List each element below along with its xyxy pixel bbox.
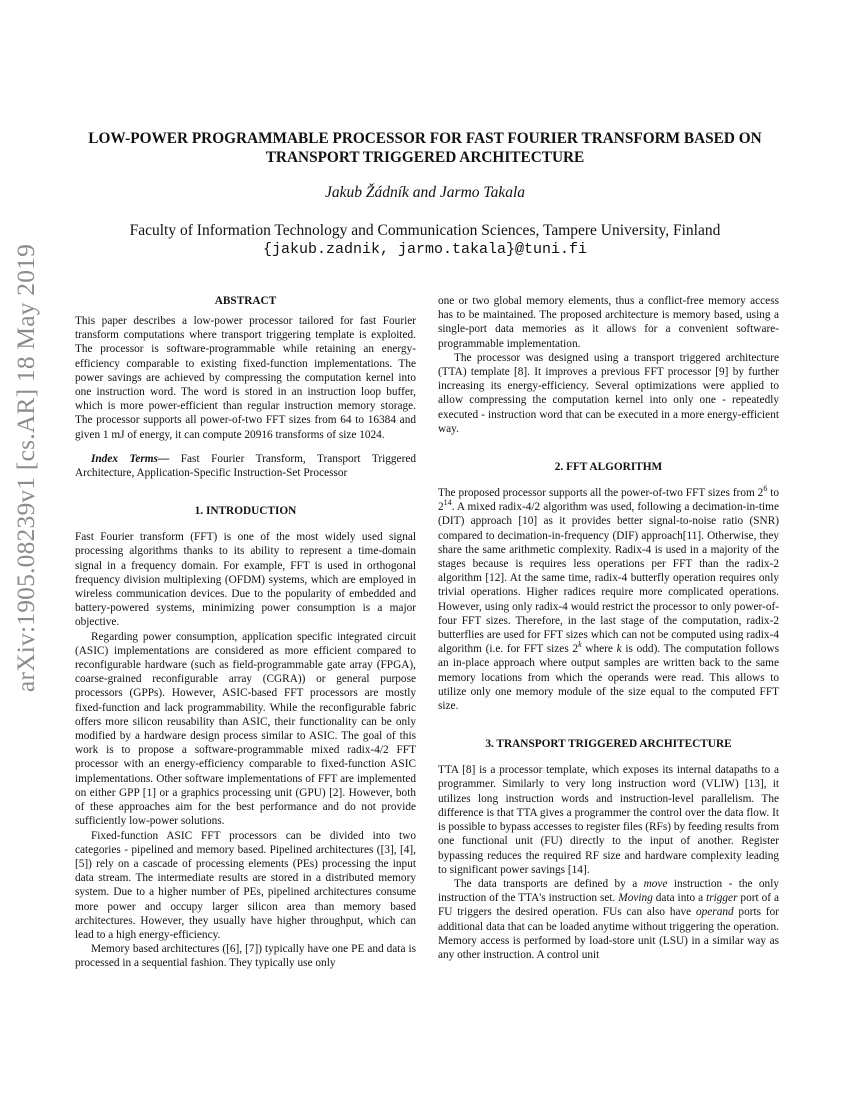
intro-paragraph-2: Regarding power consumption, application specific integrated circuit (ASIC) implementations are considered as more efficient compared to reconfigurable hardware (such as field-programmable gate array (FPGA), coarse-grained reconfigurable array (CGRA)) or general purpose processors (GPPs). However, ASIC-based FFT processors are mostly fixed-function and lack programmability. While the reconfigurable fabric offers more silicon reusability than ASIC, their functionality can be only modified by a hardware design process similar to ASIC. The goal of this work is to propose a software-programmable mixed radix-4/2 FFT processor with an energy-efficiency comparable to fixed-function ASIC implementations. Other software implementations of FFT are implemented on either GPP [1] or a graphics processing unit (GPU) [2]. However, both of these approaches aim for the best performance and do not provide sufficiently low-power solutions.: [75, 630, 416, 828]
paper-authors: Jakub Žádník and Jarmo Takala: [324, 184, 526, 201]
intro-paragraph-4-continued: one or two global memory elements, thus a conflict-free memory access has to be maintained. The proposed architecture is memory based, using a single-port data memories as it allows for a convenient software-programmable implementation.: [438, 295, 779, 350]
abstract-heading: ABSTRACT: [214, 295, 277, 307]
paper-email: {jakub.zadnik, jarmo.takala}@tuni.fi: [262, 241, 588, 258]
intro-heading: 1. INTRODUCTION: [194, 505, 297, 518]
paper-title: LOW-POWER PROGRAMMABLE PROCESSOR FOR FAST FOURIER TRANSFORM BASED ON TRANSPORT TRIGGERED ARCHITECTURE: [88, 130, 762, 166]
arxiv-stamp: [6, 243, 46, 693]
tta-paragraph-1: TTA [8] is a processor template, which exposes its internal datapaths to a programmer. Similarly to very long instruction word (VLIW) [13], it utilizes long instruction words and instruction-level parallelism. The difference is that TTA gives a programmer the control over the data flow. It is possible to bypass accesses to register files (RFs) by feeding results from one functional unit (FU) directly to the input of another. Register bypassing reduces the required RF size and hardware complexity leading to significant power savings [14].: [438, 764, 779, 876]
index-terms-text: Fast Fourier Transform, Transport Triggered Architecture, Application-Specific Instruction-Set Processor: [75, 452, 416, 480]
index-terms-label: Index Terms—: [91, 452, 170, 465]
tta-paragraph-2: The data transports are defined by a move instruction - the only instruction of the TTA's instruction set. Moving data into a trigger port of a FU triggers the desired operation. FUs can also have operand ports for additional data that can be loaded anytime without triggering the operation. Memory access is performed by load-store unit (LSU) in a similar way as any other instruction. A control unit: [438, 877, 779, 961]
intro-paragraph-3: Fixed-function ASIC FFT processors can be divided into two categories - pipelined and memory based. Pipelined architectures ([3], [4], [5]) rely on a cascade of processing elements (PEs) processing the input data stream. The intermediate results are stored in a distributed memory system. Due to a higher number of PEs, pipelined architectures consume more power and occupy larger silicon area than memory based architectures. However, they usually have higher throughput, which can lead to a high energy-efficiency.: [75, 829, 416, 941]
right-column: [438, 294, 779, 962]
fft-paragraph: The proposed processor supports all the power-of-two FFT sizes from $2^6$ to $2^{14}$. A mixed radix-4/2 algorithm was used, following a decimation-in-time (DIT) approach [10] as it provides better signal-to-noise ratio (SNR) compared to decimation-in-frequency (DIF) approach[11]. Otherwise, they share the same arithmetic complexity. Radix-4 is used in a majority of the stages because is requires less operations per FFT than the radix-2 algorithm [12]. At the same time, radix-4 butterfly operation requires only trivial operations. Higher radices require more complicated operations. However, using only radix-4 would restrict the processor to only power-of-four FFT sizes. Therefore, in the last stage of the computation, radix-2 butterflies are used for FFT sizes which can not be computed using radix-4 algorithm (i.e. for FFT sizes 2$^k$ where k is odd). The computation follows an in-place approach where output samples are written back to the same memory locations from which the operands were read. This allows to utilize only one memory module of the size equal to the computed FFT size.: [438, 484, 779, 713]
left-column: [75, 294, 416, 971]
index-terms: [75, 452, 416, 480]
tta-heading: 3. TRANSPORT TRIGGERED ARCHITECTURE: [485, 738, 732, 751]
intro-paragraph-5: The processor was designed using a transport triggered architecture (TTA) template [8]. It improves a previous FFT processor [9] by further increasing its energy-efficiency. Several optimizations were applied to allow compressing the computation kernel into only one - repeatedly executed - instruction word that can be executed in a more energy-efficient way.: [438, 351, 779, 435]
intro-paragraph-4: Memory based architectures ([6], [7]) typically have one PE and data is processed in a sequential fashion. They typically use only: [75, 943, 416, 970]
intro-paragraph-1: Fast Fourier transform (FFT) is one of the most widely used signal processing algorithms thanks to its ability to represent a time-domain signal in a frequency domain. For example, FFT is used in orthogonal frequency division multiplexing (OFDM) systems, which are employed in wireless communication devices. Due to the popularity of embedded and battery-powered systems, minimizing power consumption is a major objective.: [75, 531, 416, 629]
paper-affiliation: Faculty of Information Technology and Communication Sciences, Tampere University, Finland: [129, 222, 721, 239]
fft-heading: 2. FFT ALGORITHM: [554, 461, 663, 474]
arxiv-stamp-text: arXiv:1905.08239v1 [cs.AR] 18 May 2019: [11, 243, 41, 693]
abstract-text: This paper describes a low-power processor tailored for fast Fourier transform computations where transport triggering template is exploited. The processor is software-programmable while retaining an energy-efficiency comparable to existing fixed-function implementations. The power savings are achieved by compressing the computation kernel into one instruction word. The word is stored in an instruction loop buffer, which is more power-efficient than regular instruction memory storage. The processor supports all power-of-two FFT sizes from 64 to 16384 and given 1 mJ of energy, it can compute 20916 transforms of size 1024.: [75, 315, 416, 441]
